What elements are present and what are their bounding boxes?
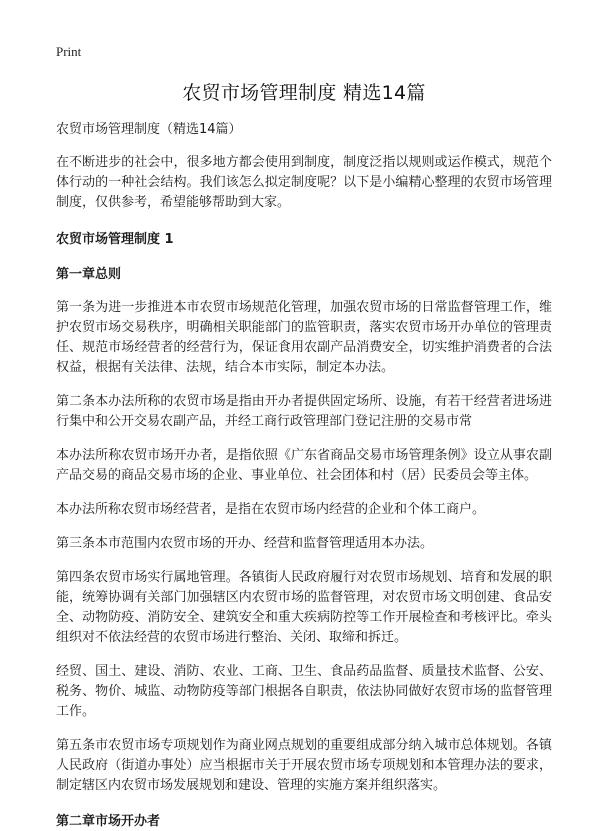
chapter-1-heading: 第一章总则	[56, 267, 122, 282]
article-paragraph: 第四条农贸市场实行属地管理。各镇街人民政府履行对农贸市场规划、培育和发展的职能，统筹协调有关部门加强辖区内农贸市场的监督管理，对农贸市场文明创建、食品安全、动物防疫、消防安全、建筑安全和重大疾病防控等工作开展检查和考核评比。牵头组织对不依法经营的农贸市场进行整治、关闭、取缔和拆迁。	[56, 570, 552, 645]
article-paragraph: 第三条本市范围内农贸市场的开办、经营和监督管理适用本办法。	[56, 536, 434, 551]
intro-paragraph: 在不断进步的社会中，很多地方都会使用到制度，制度泛指以规则或运作模式，规范个体行动的一种社会结构。我们该怎么拟定制度呢？以下是小编精心整理的农贸市场管理制度，仅供参考，希望能够帮助到大家。	[56, 155, 552, 210]
article-paragraph: 第五条市农贸市场专项规划作为商业网点规划的重要组成部分纳入城市总体规划。各镇人民政府（街道办事处）应当根据市关于开展农贸市场专项规划和本管理办法的要求，制定辖区内农贸市场发展规划和建设、管理的实施方案并组织落实。	[56, 738, 552, 793]
document-subtitle: 农贸市场管理制度（精选14篇）	[56, 122, 242, 137]
article-paragraph: 经贸、国土、建设、消防、农业、工商、卫生、食品药品监督、质量技术监督、公安、税务、物价、城监、动物防疫等部门根据各自职责，依法协同做好农贸市场的监督管理工作。	[56, 664, 552, 719]
print-link[interactable]: Print	[56, 44, 82, 59]
article-paragraph: 第一条为进一步推进本市农贸市场规范化管理，加强农贸市场的日常监督管理工作，维护农贸市场交易秩序，明确相关职能部门的监管职责，落实农贸市场开办单位的管理责任、规范市场经营者的经营行为，保证食用农副产品消费安全，切实维护消费者的合法权益，根据有关法律、法规，结合本市实际，制定本办法。	[56, 300, 552, 375]
article-paragraph: 本办法所称农贸市场经营者，是指在农贸市场内经营的企业和个体工商户。	[56, 502, 486, 517]
section-heading: 农贸市场管理制度 1	[56, 232, 174, 247]
article-paragraph: 本办法所称农贸市场开办者，是指依照《广东省商品交易市场管理条例》设立从事农副产品交易的商品交易市场的企业、事业单位、社会团体和村（居）民委员会等主体。	[56, 448, 552, 483]
article-paragraph: 第二条本办法所称的农贸市场是指由开办者提供固定场所、设施，有若干经营者进场进行集中和公开交易农副产品，并经工商行政管理部门登记注册的交易市常	[56, 394, 552, 429]
document-title: 农贸市场管理制度 精选14篇	[182, 82, 426, 104]
chapter-2-heading: 第二章市场开办者	[56, 814, 161, 829]
document-page	[56, 44, 552, 831]
